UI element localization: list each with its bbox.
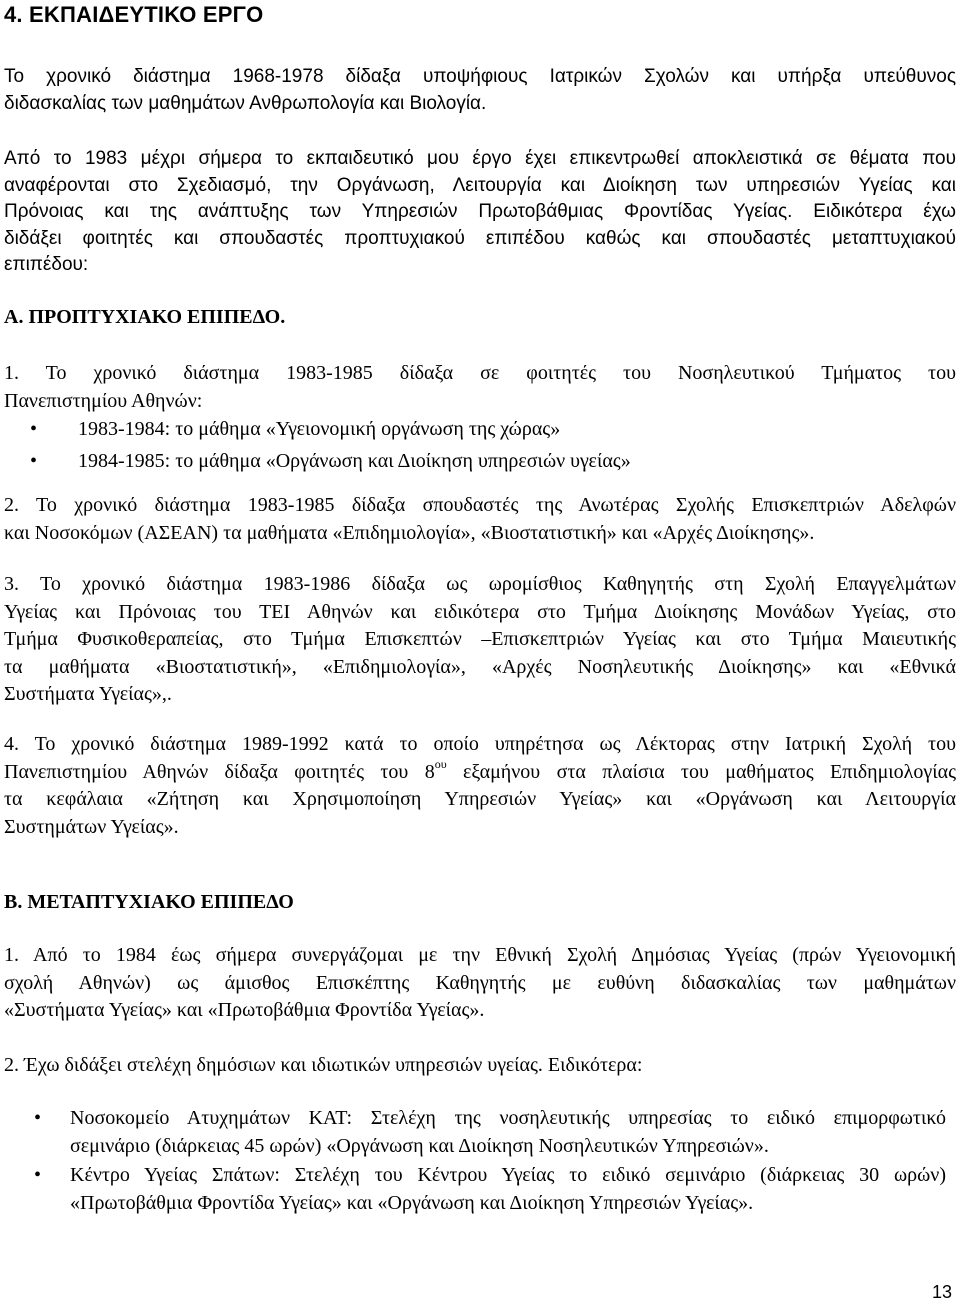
text-line: επιπέδου: — [4, 254, 89, 275]
list-item — [34, 1162, 946, 1217]
list-item — [30, 447, 938, 475]
section-b-item-1 — [4, 942, 956, 1025]
text-line: 3. Το χρονικό διάστημα 1983-1986 δίδαξα ως ωρομίσθιος Καθηγητής στη Σχολή Επαγγελμάτων — [4, 573, 956, 595]
text-line: 2. Το χρονικό διάστημα 1983-1985 δίδαξα σπουδαστές της Ανωτέρας Σχολής Επισκεπτριών Αδελφών — [4, 494, 956, 516]
text-line: Υγείας και Πρόνοιας του ΤΕΙ Αθηνών και ειδικότερα στο Τμήμα Διοίκησης Μονάδων Υγείας, στο — [4, 600, 956, 623]
text-line: διδάξει φοιτητές και σπουδαστές προπτυχιακού επιπέδου καθώς και σπουδαστές μεταπτυχιακού — [4, 227, 956, 249]
section-title: 4. ΕΚΠΑΙΔΕΥΤΙΚΟ ΕΡΓΟ — [4, 2, 264, 27]
list-item — [30, 415, 938, 443]
list-item-text: 1984-1985: το μάθημα «Οργάνωση και Διοίκηση υπηρεσιών υγείας» — [78, 450, 631, 472]
bullet-icon: • — [30, 450, 38, 472]
section-b-item-2 — [4, 1052, 956, 1080]
text-line: και Νοσοκόμων (ΑΣΕΑΝ) τα μαθήματα «Επιδημιολογία», «Βιοστατιστική» και «Αρχές Διοίκησης». — [4, 521, 815, 544]
section-a-item-3 — [4, 571, 956, 709]
text-line: Συστήματα Υγείας»,. — [4, 683, 172, 705]
text-line: Συστημάτων Υγείας». — [4, 815, 179, 838]
text-line: διδασκαλίας των μαθημάτων Ανθρωπολογία και Βιολογία. — [4, 92, 487, 114]
bullet-icon: • — [30, 418, 38, 440]
text-line: Πανεπιστημίου Αθηνών: — [4, 389, 203, 412]
text-line: Από το 1983 μέχρι σήμερα το εκπαιδευτικό μου έργο έχει επικεντρωθεί αποκλειστικά σε θέματα που — [4, 148, 956, 169]
text-line: Το χρονικό διάστημα 1968-1978 δίδαξα υποψήφιους Ιατρικών Σχολών και υπήρξα υπεύθυνος — [4, 66, 956, 87]
text-line: Κέντρο Υγείας Σπάτων: Στελέχη του Κέντρου Υγείας το ειδικό σεμινάριο (διάρκειας 30 ωρών) — [70, 1164, 946, 1186]
section-b-heading: Β. ΜΕΤΑΠΤΥΧΙΑΚΟ ΕΠΙΠΕΔΟ — [4, 891, 294, 913]
section-a-item-1 — [4, 360, 956, 415]
page-number: 13 — [931, 1282, 952, 1302]
text-line: σεμινάριο (διάρκειας 45 ωρών) «Οργάνωση και Διοίκηση Νοσηλευτικών Υπηρεσιών». — [70, 1134, 769, 1157]
list-item-text: 1983-1984: το μάθημα «Υγειονομική οργάνωση της χώρας» — [78, 418, 561, 440]
text-line: «Πρωτοβάθμια Φροντίδα Υγείας» και «Οργάνωση και Διοίκηση Υπηρεσιών Υγείας». — [70, 1191, 754, 1214]
section-b-item-2-bullets — [34, 1105, 946, 1217]
text-line: αναφέρονται στο Σχεδιασμό, την Οργάνωση, Λειτουργία και Διοίκηση των υπηρεσιών Υγείας και — [4, 174, 956, 196]
text-line: «Συστήματα Υγείας» και «Πρωτοβάθμια Φροντίδα Υγείας». — [4, 999, 485, 1021]
intro-paragraph-1 — [4, 64, 956, 117]
text-line: 1. Το χρονικό διάστημα 1983-1985 δίδαξα σε φοιτητές του Νοσηλευτικού Τμήματος του — [4, 362, 956, 384]
intro-paragraph-2 — [4, 146, 956, 279]
text-line: Πανεπιστημίου Αθηνών δίδαξα φοιτητές του $8^{o\upsilon}$ εξαμήνου στα πλαίσια του μαθήματος Επιδημιολογίας — [4, 756, 957, 783]
list-item — [34, 1105, 946, 1160]
text-line: τα κεφάλαια «Ζήτηση και Χρησιμοποίηση Υπηρεσιών Υγείας» και «Οργάνωση και Λειτουργία — [4, 788, 956, 810]
text-line: 1. Από το 1984 έως σήμερα συνεργάζομαι με την Εθνική Σχολή Δημόσιας Υγείας (πρών Υγειονομική — [4, 944, 956, 966]
section-a-heading: Α. ΠΡΟΠΤΥΧΙΑΚΟ ΕΠΙΠΕΔΟ. — [4, 306, 286, 328]
section-a-item-4 — [4, 731, 956, 841]
text-line: 2. Έχω διδάξει στελέχη δημόσιων και ιδιωτικών υπηρεσιών υγείας. Ειδικότερα: — [4, 1054, 643, 1076]
section-a-item-2 — [4, 492, 956, 547]
bullet-icon: • — [34, 1164, 42, 1186]
text-line: 4. Το χρονικό διάστημα 1989-1992 κατά το οποίο υπηρέτησα ως Λέκτορας στην Ιατρική Σχολή του — [4, 733, 956, 755]
text-line: σχολή Αθηνών) ως άμισθος Επισκέπτης Καθηγητής με ευθύνη διδασκαλίας των μαθημάτων — [4, 971, 956, 994]
bullet-icon: • — [34, 1107, 42, 1129]
text-line: Πρόνοιας και της ανάπτυξης των Υπηρεσιών Πρωτοβάθμιας Φροντίδας Υγείας. Ειδικότερα έχω — [4, 201, 956, 222]
text-line: Τμήμα Φυσικοθεραπείας, στο Τμήμα Επισκεπτών –Επισκεπτριών Υγείας και στο Τμήμα Μαιευτικής — [4, 628, 956, 650]
text-line: τα μαθήματα «Βιοστατιστική», «Επιδημιολογία», «Αρχές Νοσηλευτικής Διοίκησης» και «Εθνικά — [4, 655, 956, 678]
section-a-item-1-bullets — [30, 415, 938, 475]
text-line: Νοσοκομείο Ατυχημάτων ΚΑΤ: Στελέχη της νοσηλευτικής υπηρεσίας το ειδικό επιμορφωτικό — [70, 1107, 946, 1129]
